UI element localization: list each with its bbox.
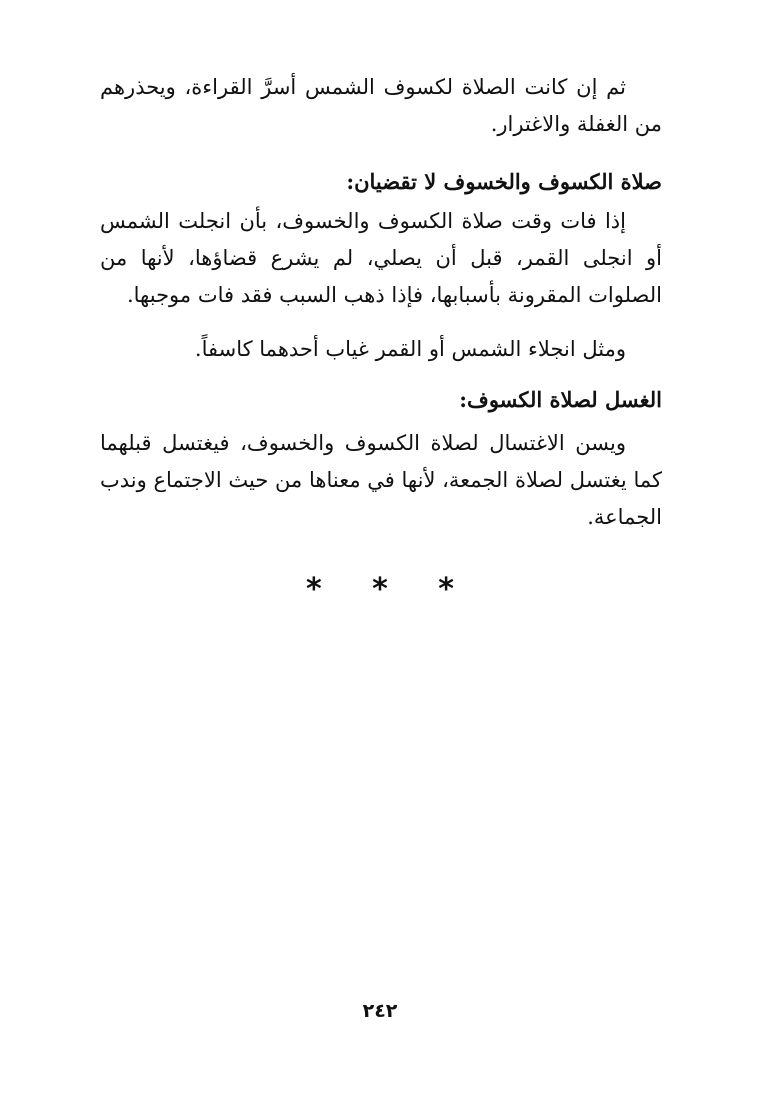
paragraph-ghusl: ويسن الاغتسال لصلاة الكسوف والخسوف، فيغتسل قبلهما كما يغتسل لصلاة الجمعة، لأنها في معناها من حيث الاجتماع وندب الجماعة. bbox=[100, 431, 662, 529]
section-heading-ghusl: الغسل لصلاة الكسوف: bbox=[459, 387, 662, 412]
section-separator: * * * bbox=[306, 572, 474, 607]
paragraph-missed-prayer: إذا فات وقت صلاة الكسوف والخسوف، بأن انجلت الشمس أو انجلى القمر، قبل أن يصلي، لم يشرع قضاؤها، لأنها من الصلوات المقرونة بأسبابها، فإذا ذهب السبب فقد فات موجبها. bbox=[100, 209, 662, 307]
paragraph-setting-eclipsed: ومثل انجلاء الشمس أو القمر غياب أحدهما كاسفاً. bbox=[194, 337, 626, 361]
page-number: ٢٤٢ bbox=[362, 1000, 398, 1022]
paragraph-reading-and-warning: ثم إن كانت الصلاة لكسوف الشمس أسرَّ القراءة، ويحذرهم من الغفلة والاغترار. bbox=[100, 75, 662, 136]
section-heading-no-makeup: صلاة الكسوف والخسوف لا تقضيان: bbox=[346, 169, 662, 194]
